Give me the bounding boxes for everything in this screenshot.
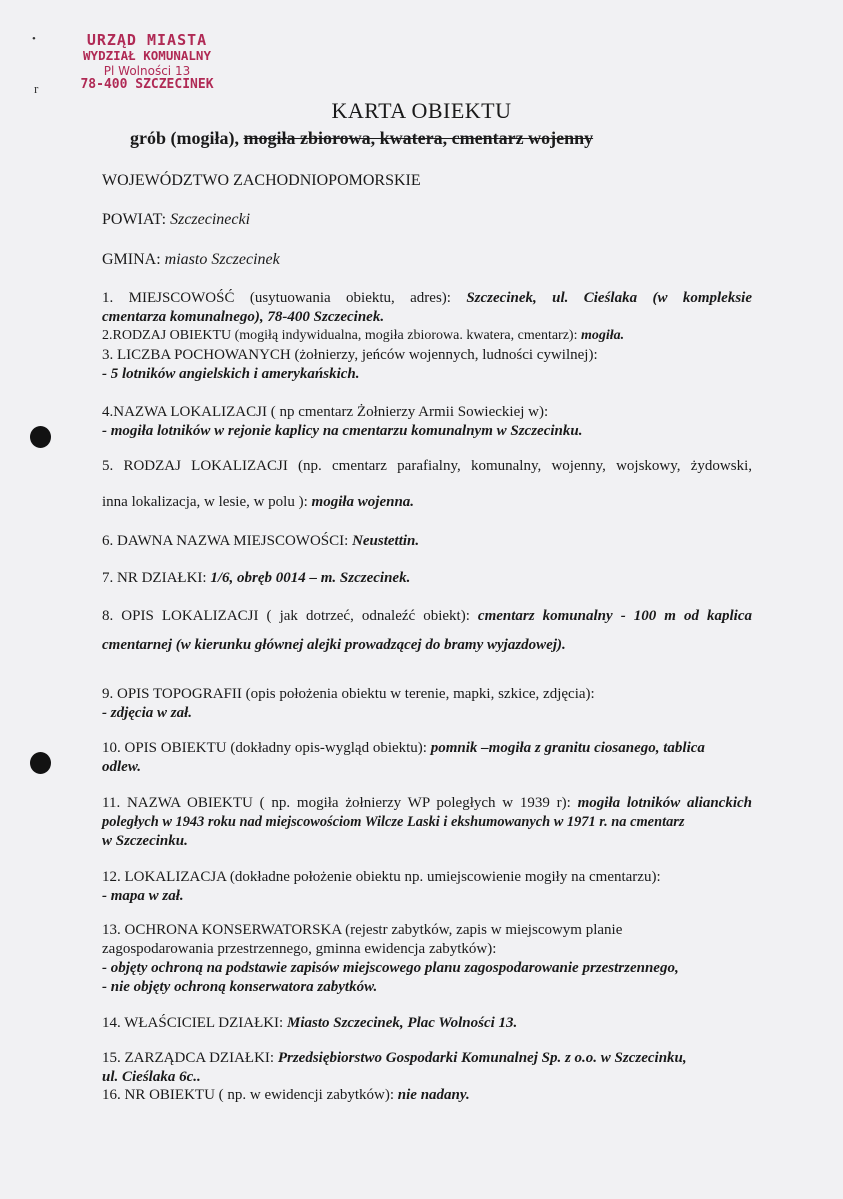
item-8-row (102, 608, 752, 625)
item-5-row (102, 494, 414, 511)
item-16-label: 16. NR OBIEKTU ( np. w ewidencji zabytków): (102, 1087, 395, 1103)
item-13-label: 13. OCHRONA KONSERWATORSKA (rejestr zabytków, zapis w miejscowym planie (102, 922, 623, 938)
item-15-label: 15. ZARZĄDCA DZIAŁKI: (102, 1050, 275, 1066)
item-15-value-cont: ul. Cieślaka 6c.. (102, 1069, 201, 1085)
item-13-value: - objęty ochroną na podstawie zapisów miejscowego planu zagospodarowanie przestrzennego, (102, 960, 679, 976)
item-10-value: pomnik –mogiła z granitu ciosanego, tablica (430, 740, 705, 756)
item-8-label: 8. OPIS LOKALIZACJI ( jak dotrzeć, odnaleźć obiekt): (102, 608, 470, 624)
item-11-value-cont2: w Szczecinku. (102, 833, 188, 849)
item-5-label-cont: inna lokalizacja, w lesie, w polu ): (102, 494, 308, 510)
stamp-line-4: 78-400 SZCZECINEK (80, 76, 214, 92)
stamp-line-2: WYDZIAŁ KOMUNALNY (83, 48, 211, 63)
scan-speck: r (34, 81, 39, 96)
subtitle-struck: mogiła zbiorowa, kwatera, cmentarz wojenny (243, 128, 594, 148)
office-stamp (52, 33, 242, 91)
commune-label: GMINA: (102, 251, 161, 268)
item-5-value: mogiła wojenna. (311, 494, 415, 510)
subtitle-kept: grób (mogiła), (130, 128, 239, 148)
item-10-value-cont: odlew. (102, 759, 142, 775)
item-11-value-cont: poległych w 1943 roku nad miejscowościom Wilcze Laski i ekshumowanych w 1971 r. na cmentarz (102, 814, 685, 830)
item-7-label: 7. NR DZIAŁKI: (102, 570, 207, 586)
item-9-value: - zdjęcia w zał. (102, 705, 192, 721)
item-14-label: 14. WŁAŚCICIEL DZIAŁKI: (102, 1015, 284, 1031)
county-value: Szczecinecki (170, 211, 251, 228)
document-subtitle (130, 128, 593, 149)
item-4-label: 4.NAZWA LOKALIZACJI ( np cmentarz Żołnierzy Armii Sowieckiej w): (102, 404, 549, 420)
item-10-label: 10. OPIS OBIEKTU (dokładny opis-wygląd obiektu): (102, 740, 427, 756)
stamp-line-3: Pl Wolności 13 (103, 63, 191, 78)
punch-hole (30, 426, 51, 448)
item-1-row (102, 290, 752, 307)
punch-hole (30, 752, 51, 774)
item-14-value: Miasto Szczecinek, Plac Wolności 13. (286, 1015, 518, 1031)
item-3-value: - 5 lotników angielskich i amerykańskich. (102, 366, 360, 382)
item-16-value: nie nadany. (397, 1087, 470, 1103)
item-8-value: cmentarz komunalny - 100 m od kaplica (477, 608, 753, 624)
item-8-value-cont: cmentarnej (w kierunku głównej alejki prowadzącej do bramy wyjazdowej). (102, 637, 566, 653)
item-3-label: 3. LICZBA POCHOWANYCH (żołnierzy, jeńców wojennych, ludności cywilnej): (102, 347, 598, 363)
item-2-label: 2.RODZAJ OBIEKTU (mogiłą indywidualna, mogiła zbiorowa. kwatera, cmentarz): (102, 328, 578, 343)
item-7-value: 1/6, obręb 0014 – m. Szczecinek. (210, 570, 411, 586)
item-7-row (102, 570, 410, 587)
document-title: KARTA OBIEKTU (331, 98, 512, 123)
voivodeship-heading: WOJEWÓDZTWO ZACHODNIOPOMORSKIE (102, 172, 421, 189)
item-15-value: Przedsiębiorstwo Gospodarki Komunalnej Sp. z o.o. w Szczecinku, (277, 1050, 687, 1066)
item-16-row (102, 1087, 470, 1104)
item-1-value: Szczecinek, ul. Cieślaka (w kompleksie (466, 290, 752, 306)
county-label: POWIAT: (102, 211, 167, 228)
stamp-line-1: URZĄD MIASTA (86, 31, 208, 49)
item-13-label-cont: zagospodarowania przestrzennego, gminna ewidencja zabytków): (102, 941, 497, 957)
item-15-row (102, 1050, 687, 1067)
commune-value: miasto Szczecinek (164, 251, 280, 268)
item-11-value: mogiła lotników alianckich (577, 795, 753, 811)
item-2-row (102, 328, 624, 344)
county-row (102, 211, 250, 229)
item-12-label: 12. LOKALIZACJA (dokładne położenie obiektu np. umiejscowienie mogiły na cmentarzu): (102, 869, 661, 885)
item-5-label: 5. RODZAJ LOKALIZACJI (np. cmentarz parafialny, komunalny, wojenny, wojskowy, żydowski, (102, 458, 752, 474)
item-1-label: 1. MIEJSCOWOŚĆ (usytuowania obiektu, adres): (102, 290, 451, 306)
item-13-value-cont: - nie objęty ochroną konserwatora zabytków. (102, 979, 378, 995)
item-14-row (102, 1015, 517, 1032)
item-6-row (102, 533, 419, 550)
item-9-label: 9. OPIS TOPOGRAFII (opis położenia obiektu w terenie, mapki, szkice, zdjęcia): (102, 686, 595, 702)
commune-row (102, 251, 280, 269)
scan-speck: • (32, 33, 36, 45)
item-11-row (102, 795, 752, 812)
item-2-value: mogiła. (580, 328, 625, 343)
item-4-value: - mogiła lotników w rejonie kaplicy na cmentarzu komunalnym w Szczecinku. (102, 423, 583, 439)
item-1-value-cont: cmentarza komunalnego), 78-400 Szczecinek. (102, 309, 385, 325)
item-12-value: - mapa w zał. (102, 888, 184, 904)
item-10-row (102, 740, 705, 757)
item-6-value: Neustettin. (352, 533, 420, 549)
item-11-label: 11. NAZWA OBIEKTU ( np. mogiła żołnierzy WP poległych w 1939 r): (102, 795, 571, 811)
item-6-label: 6. DAWNA NAZWA MIEJSCOWOŚCI: (102, 533, 349, 549)
